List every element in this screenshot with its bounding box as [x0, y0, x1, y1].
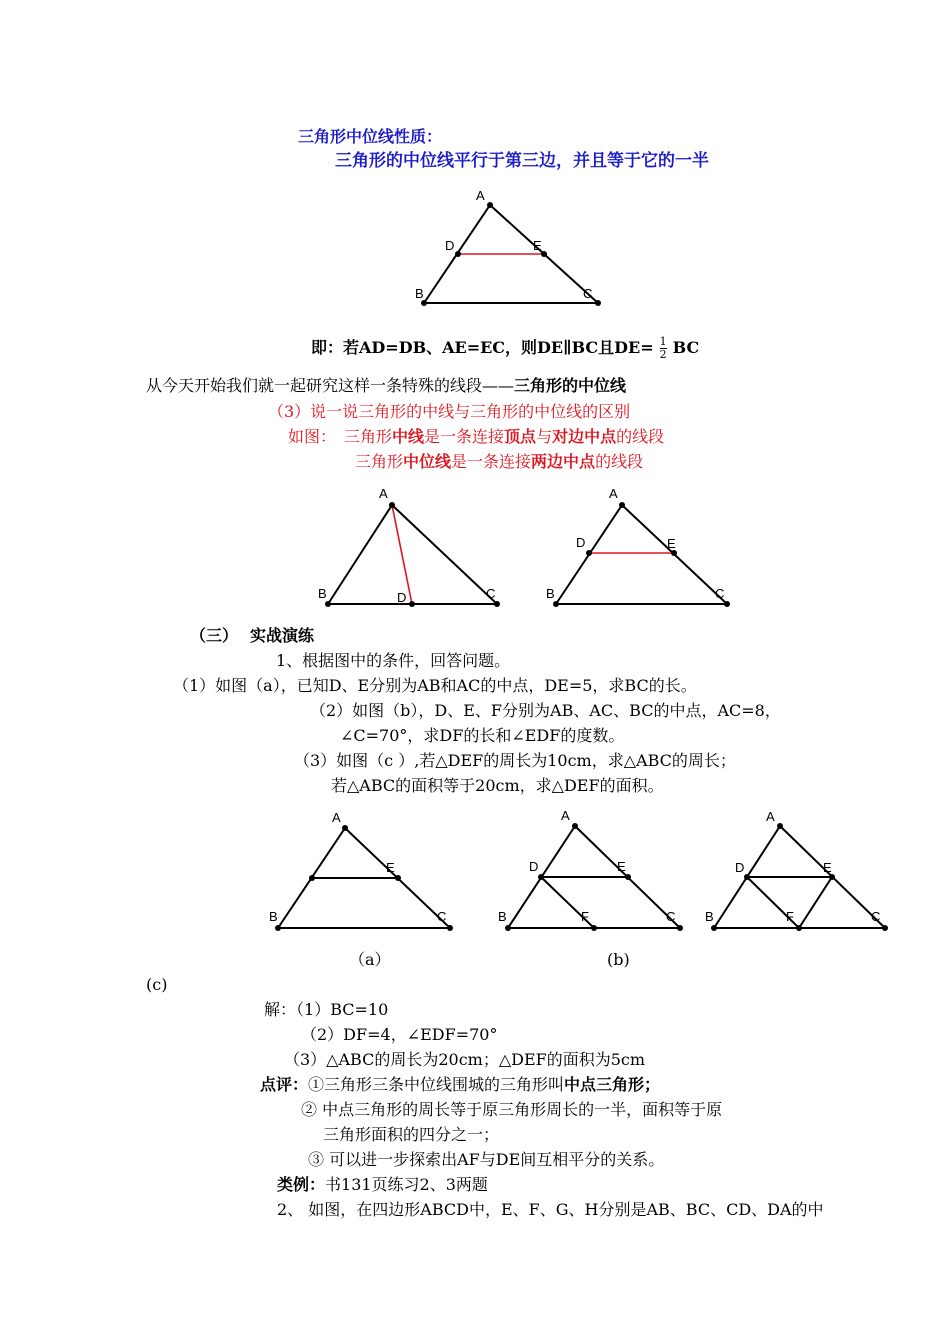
property-statement: 三角形的中位线平行于第三边，并且等于它的一半 [335, 151, 709, 171]
q1-intro: 1、根据图中的条件，回答问题。 [276, 651, 511, 670]
svg-text:A: A [609, 486, 618, 501]
label-a: A [476, 188, 485, 203]
formula-prefix: 即：若AD=DB、AE=EC，则DE∥BC且DE= [311, 338, 654, 357]
svg-text:A: A [379, 486, 388, 501]
point-a [487, 202, 493, 208]
point-e [541, 251, 547, 257]
label-d: D [445, 238, 455, 253]
review-line2: ② 中点三角形的周长等于原三角形周长的一半，面积等于原 [301, 1100, 723, 1119]
svg-text:B: B [705, 909, 714, 924]
q1-part-b-line2: ∠C=70°，求DF的长和∠EDF的度数。 [340, 726, 625, 745]
label-e: E [533, 238, 542, 253]
svg-text:E: E [386, 860, 395, 875]
svg-text:D: D [735, 860, 745, 875]
svg-text:F: F [786, 909, 794, 924]
svg-text:C: C [437, 909, 447, 924]
caption-b: (b) [607, 950, 630, 969]
point-c [595, 300, 601, 306]
label-b: B [415, 286, 424, 301]
svg-text:D: D [576, 535, 586, 550]
svg-text:E: E [617, 859, 626, 874]
q2-line: 2、 如图，在四边形ABCD中，E、F、G、H分别是AB、BC、CD、DA的中 [277, 1200, 824, 1219]
svg-text:B: B [546, 586, 555, 601]
section-heading: （三） 实战演练 [190, 626, 315, 645]
fraction-one-half: $\frac{1}{2}$ [659, 335, 667, 361]
compare-heading: （3）说一说三角形的中线与三角形的中位线的区别 [268, 402, 631, 421]
compare-midline-line: 三角形中位线是一条连接两边中点的线段 [355, 452, 644, 471]
solution-line3: （3）△ABC的周长为20cm；△DEF的面积为5cm [284, 1050, 646, 1069]
svg-text:C: C [486, 586, 496, 601]
formula-suffix: BC [672, 338, 700, 357]
svg-text:C: C [871, 909, 881, 924]
property-title: 三角形中位线性质： [298, 127, 443, 146]
svg-text:E: E [667, 536, 676, 551]
svg-text:E: E [823, 860, 832, 875]
solution-line1: 解：（1）BC=10 [264, 1000, 389, 1019]
review-line3: 三角形面积的四分之一； [323, 1125, 500, 1144]
svg-text:B: B [269, 909, 278, 924]
review-line1: 点评：①三角形三条中位线围城的三角形叫中点三角形； [260, 1075, 661, 1094]
formula-line [311, 336, 699, 361]
svg-text:C: C [666, 909, 676, 924]
svg-text:A: A [561, 808, 570, 823]
svg-text:D: D [529, 859, 539, 874]
svg-text:C: C [715, 586, 725, 601]
svg-text:F: F [581, 909, 589, 924]
caption-c: (c) [146, 975, 168, 994]
compare-median-line: 如图： 三角形中线是一条连接顶点与对边中点的线段 [288, 427, 665, 446]
intro-highlight: 三角形的中位线 [514, 376, 627, 395]
svg-text:B: B [318, 586, 327, 601]
q1-part-c-line1: （3）如图（c ）,若△DEF的周长为10cm，求△ABC的周长； [294, 751, 736, 770]
svg-text:B: B [498, 909, 507, 924]
q1-part-b-line1: （2）如图（b），D、E、F分别为AB、AC、BC的中点，AC=8， [310, 701, 781, 720]
point-d [455, 251, 461, 257]
solution-line2: （2）DF=4，∠EDF=70° [301, 1025, 498, 1044]
svg-text:A: A [332, 810, 341, 825]
intro-line: 从今天开始我们就一起研究这样一条特殊的线段——三角形的中位线 [146, 376, 627, 395]
svg-text:A: A [766, 809, 775, 824]
label-c: C [583, 286, 593, 301]
example-line: 类例：书131页练习2、3两题 [277, 1175, 488, 1194]
review-line4: ③ 可以进一步探索出AF与DE间互相平分的关系。 [308, 1150, 665, 1169]
caption-a: （a） [349, 950, 391, 969]
svg-text:D: D [397, 590, 407, 605]
q1-part-a: （1）如图（a），已知D、E分别为AB和AC的中点，DE=5，求BC的长。 [173, 676, 697, 695]
q1-part-c-line2: 若△ABC的面积等于20cm，求△DEF的面积。 [331, 776, 664, 795]
